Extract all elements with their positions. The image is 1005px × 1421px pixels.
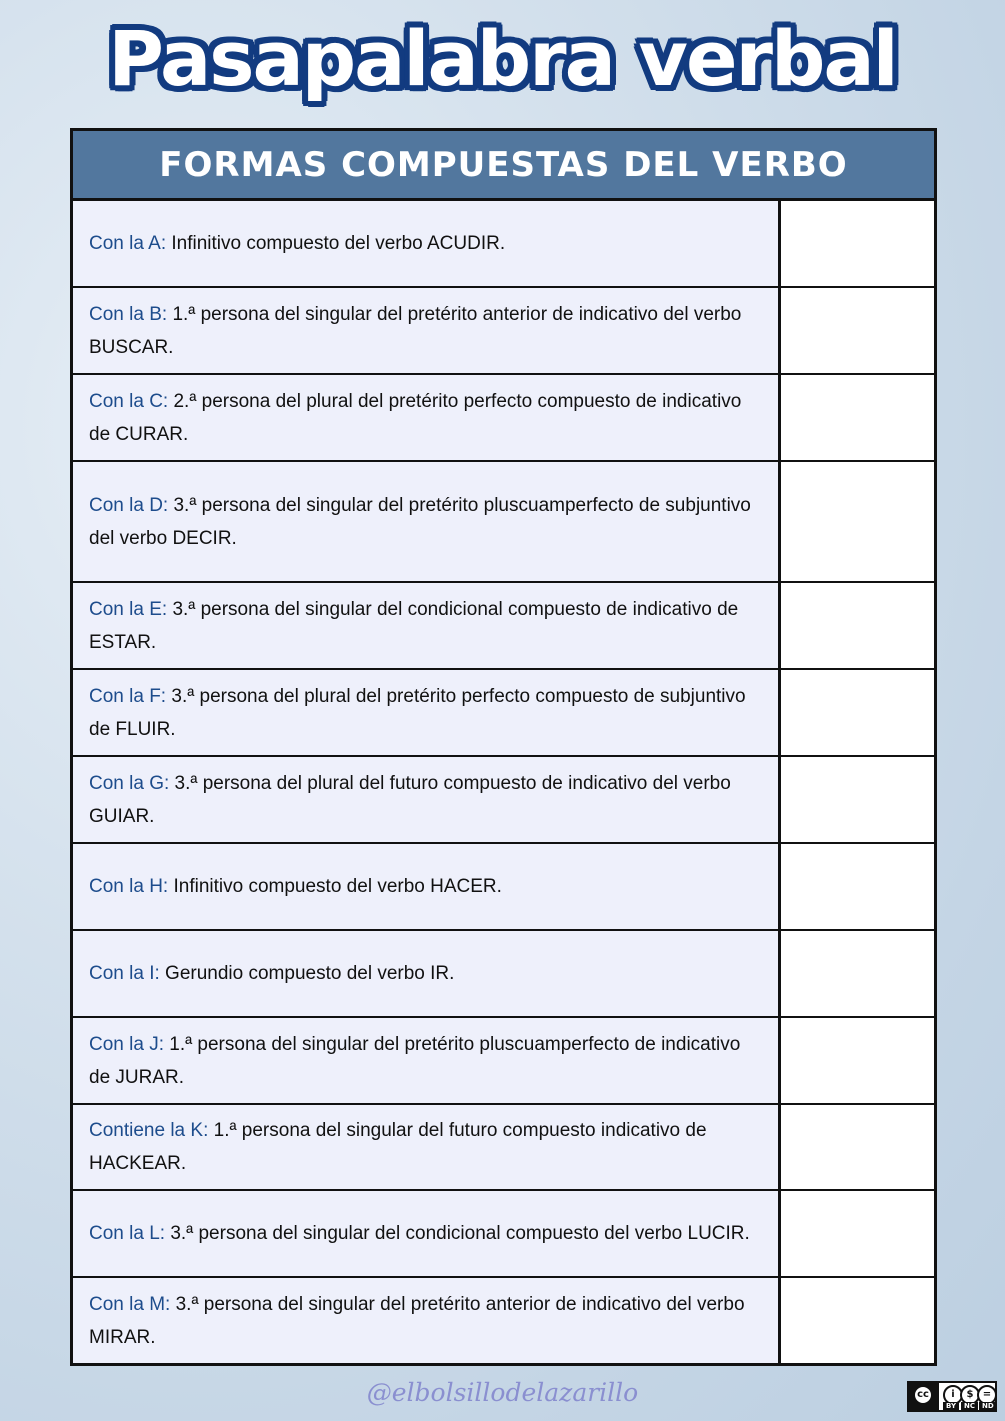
question-label: Con la G:	[89, 772, 170, 794]
question-cell	[73, 1278, 781, 1363]
question-label: Con la J:	[89, 1033, 164, 1055]
question-label: Con la E:	[89, 598, 168, 620]
question-cell	[73, 462, 781, 581]
question-label: Con la B:	[89, 303, 168, 325]
answer-cell[interactable]	[781, 201, 934, 286]
question-label: Con la C:	[89, 390, 169, 412]
answer-cell[interactable]	[781, 670, 934, 755]
question-text: 3.ª persona del plural del futuro compuesto de indicativo del verbo GUIAR.	[89, 772, 731, 827]
cc-by-icon: i	[943, 1385, 963, 1405]
table-row	[73, 1105, 934, 1191]
question-cell	[73, 375, 781, 460]
table-row	[73, 670, 934, 757]
cc-nc-icon: $	[960, 1385, 980, 1405]
answer-cell[interactable]	[781, 1278, 934, 1363]
cc-badge-by: BY	[943, 1402, 959, 1410]
question-text: 3.ª persona del plural del pretérito perfecto compuesto de subjuntivo de FLUIR.	[89, 685, 746, 740]
answer-cell[interactable]	[781, 1191, 934, 1276]
question-cell	[73, 844, 781, 929]
question-label: Con la D:	[89, 494, 169, 516]
question-cell	[73, 288, 781, 373]
question-text: 3.ª persona del singular del condicional compuesto del verbo LUCIR.	[170, 1223, 750, 1244]
question-text: 1.ª persona del singular del pretérito anterior de indicativo del verbo BUSCAR.	[89, 303, 742, 358]
answer-cell[interactable]	[781, 462, 934, 581]
table-row	[73, 583, 934, 670]
creative-commons-icon	[907, 1381, 997, 1412]
table-row	[73, 462, 934, 583]
table-header: FORMAS COMPUESTAS DEL VERBO	[73, 131, 934, 201]
table-row	[73, 931, 934, 1018]
author-handle: @elbolsillodelazarillo	[366, 1378, 639, 1407]
cc-badge-nd: ND	[979, 1402, 997, 1410]
question-label: Con la F:	[89, 685, 167, 707]
table-row	[73, 1018, 934, 1105]
question-cell	[73, 670, 781, 755]
question-text: 3.ª persona del singular del pretérito pluscuamperfecto de subjuntivo del verbo DECIR.	[89, 494, 751, 549]
answer-cell[interactable]	[781, 757, 934, 842]
question-label: Con la M:	[89, 1293, 171, 1315]
answer-cell[interactable]	[781, 1105, 934, 1189]
cc-badge-nc: NC	[961, 1402, 978, 1410]
question-cell	[73, 757, 781, 842]
table-row	[73, 757, 934, 844]
question-text: 3.ª persona del singular del condicional compuesto de indicativo de ESTAR.	[89, 598, 739, 653]
question-label: Contiene la K:	[89, 1120, 209, 1141]
question-cell	[73, 583, 781, 668]
table-row	[73, 1191, 934, 1278]
table-row	[73, 1278, 934, 1363]
question-text: 1.ª persona del singular del pretérito pluscuamperfecto de indicativo de JURAR.	[89, 1033, 741, 1088]
answer-cell[interactable]	[781, 583, 934, 668]
answer-cell[interactable]	[781, 375, 934, 460]
question-text: Gerundio compuesto del verbo IR.	[165, 963, 455, 984]
table-row	[73, 288, 934, 375]
question-cell	[73, 201, 781, 286]
table-row	[73, 201, 934, 288]
answer-cell[interactable]	[781, 1018, 934, 1103]
cc-logo-icon: cc	[913, 1385, 933, 1405]
table-row	[73, 375, 934, 462]
question-text: 2.ª persona del plural del pretérito perfecto compuesto de indicativo de CURAR.	[89, 390, 742, 445]
question-label: Con la H:	[89, 876, 169, 897]
question-text: 3.ª persona del singular del pretérito anterior de indicativo del verbo MIRAR.	[89, 1293, 745, 1348]
cc-nd-icon: =	[977, 1385, 997, 1405]
answer-cell[interactable]	[781, 288, 934, 373]
question-cell	[73, 1018, 781, 1103]
question-cell	[73, 1105, 781, 1189]
answer-cell[interactable]	[781, 844, 934, 929]
question-label: Con la A:	[89, 233, 167, 254]
table-row	[73, 844, 934, 931]
answer-cell[interactable]	[781, 931, 934, 1016]
page-title: Pasapalabra verbal	[108, 14, 897, 103]
question-cell	[73, 1191, 781, 1276]
question-label: Con la I:	[89, 963, 160, 984]
question-text: Infinitivo compuesto del verbo ACUDIR.	[171, 233, 506, 254]
question-text: 1.ª persona del singular del futuro compuesto indicativo de HACKEAR.	[89, 1120, 707, 1174]
question-cell	[73, 931, 781, 1016]
exercise-table	[70, 128, 937, 1366]
question-label: Con la L:	[89, 1223, 166, 1244]
question-text: Infinitivo compuesto del verbo HACER.	[173, 876, 502, 897]
